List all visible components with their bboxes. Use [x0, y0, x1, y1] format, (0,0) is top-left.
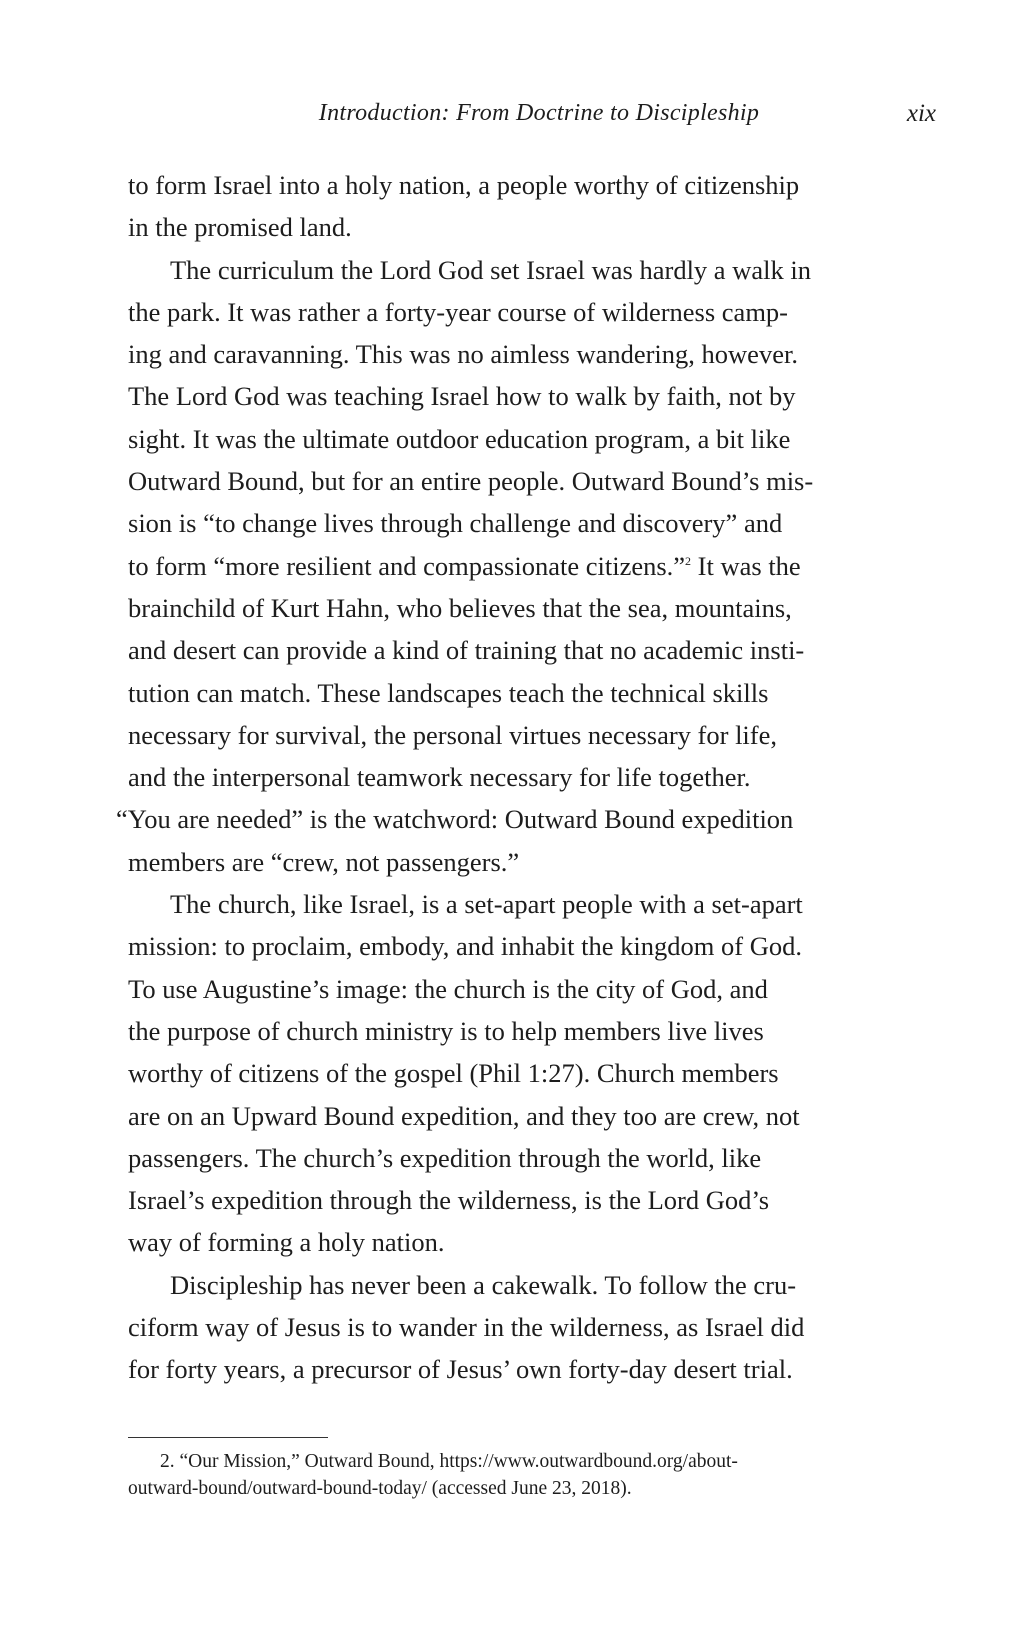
text-line: worthy of citizens of the gospel (Phil 1:27). Church members	[128, 1058, 779, 1089]
text-line: The curriculum the Lord God set Israel was hardly a walk in	[170, 254, 811, 285]
text-segment: to form “more resilient and compassionate citizens.”	[128, 550, 686, 581]
text-line: sight. It was the ultimate outdoor education program, a bit like	[128, 423, 791, 454]
text-segment: It was the	[691, 550, 801, 581]
footnote-reference[interactable]: 2	[685, 553, 692, 568]
text-line: passengers. The church’s expedition through the world, like	[128, 1142, 762, 1173]
text-line: “You are needed” is the watchword: Outward Bound expedition	[116, 804, 794, 835]
text-line: to form Israel into a holy nation, a people worthy of citizenship	[128, 170, 800, 200]
text-line: are on an Upward Bound expedition, and they too are crew, not	[128, 1100, 800, 1131]
text-line: ing and caravanning. This was no aimless wandering, however.	[128, 339, 798, 370]
text-line: mission: to proclaim, embody, and inhabit the kingdom of God.	[128, 931, 802, 962]
body-text	[116, 164, 892, 1391]
text-line: Israel’s expedition through the wilderness, is the Lord God’s	[128, 1185, 770, 1216]
text-line: The Lord God was teaching Israel how to walk by faith, not by	[128, 381, 796, 412]
text-line: and desert can provide a kind of training that no academic insti-	[128, 635, 805, 666]
text-line: way of forming a holy nation.	[128, 1227, 445, 1258]
footnote-line: 2. “Our Mission,” Outward Bound, https://www.outwardbound.org/about-	[160, 1451, 738, 1472]
text-line: brainchild of Kurt Hahn, who believes that the sea, mountains,	[128, 592, 792, 623]
text-line: and the interpersonal teamwork necessary for life together.	[128, 762, 751, 793]
text-line: in the promised land.	[128, 212, 352, 243]
text-line-with-footnote	[128, 545, 892, 587]
footnotes	[128, 1448, 898, 1502]
text-line: Discipleship has never been a cakewalk. To follow the cru-	[170, 1269, 797, 1300]
text-line: necessary for survival, the personal virtues necessary for life,	[128, 719, 778, 750]
text-line: for forty years, a precursor of Jesus’ own forty-day desert trial.	[128, 1354, 793, 1385]
text-line: members are “crew, not passengers.”	[128, 846, 520, 877]
footnote-divider	[128, 1437, 328, 1438]
text-line: tution can match. These landscapes teach the technical skills	[128, 677, 769, 708]
text-line: the park. It was rather a forty-year course of wilderness camp-	[128, 296, 789, 327]
text-line: The church, like Israel, is a set-apart people with a set-apart	[170, 889, 803, 920]
footnote-line: outward-bound/outward-bound-today/ (accessed June 23, 2018).	[128, 1478, 632, 1499]
text-line: the purpose of church ministry is to help members live lives	[128, 1015, 764, 1046]
text-line: Outward Bound, but for an entire people. Outward Bound’s mis-	[128, 466, 814, 497]
text-line: To use Augustine’s image: the church is the city of God, and	[128, 973, 768, 1004]
page-number: xix	[906, 100, 936, 127]
text-line: ciform way of Jesus is to wander in the wilderness, as Israel did	[128, 1312, 805, 1343]
text-line: sion is “to change lives through challenge and discovery” and	[128, 508, 783, 539]
running-title: Introduction: From Doctrine to Discipleship	[318, 100, 760, 126]
running-head	[128, 100, 936, 140]
